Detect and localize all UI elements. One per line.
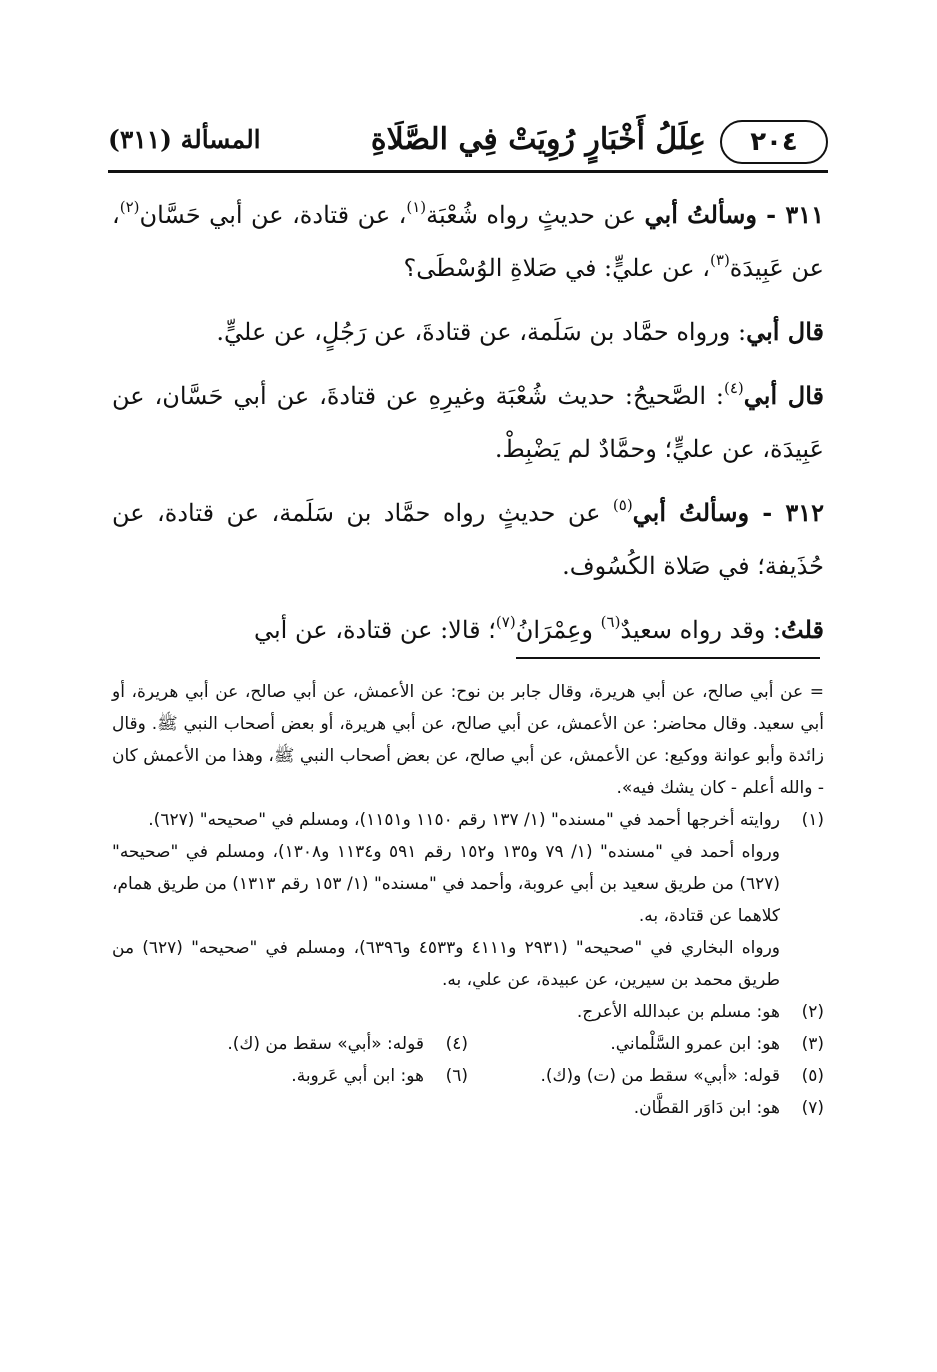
footnote-6 <box>112 1060 468 1092</box>
footnote-text: هو: ابن عمرو السَّلْماني. <box>610 1034 780 1054</box>
text-run: عن حديثٍ رواه شُعْبَة <box>426 201 645 229</box>
page-header <box>108 118 828 168</box>
speaker-lead: قلتُ <box>781 615 824 644</box>
footnote-3 <box>468 1028 824 1060</box>
footnote-row <box>112 1028 824 1060</box>
issue-label: المسألة (٣١١) <box>108 125 261 154</box>
paragraph-abi-1 <box>112 305 824 359</box>
footnote-number: (٢) <box>801 1002 824 1022</box>
footnotes <box>112 676 824 1124</box>
footnote-mark: (١) <box>406 198 427 216</box>
text-run: ، عن عَبِيدَة <box>112 201 824 282</box>
footnote-5 <box>468 1060 824 1092</box>
paragraph-qultu <box>112 603 824 657</box>
text-run: ؛ قالا: عن قتادة، عن أبي <box>254 616 496 644</box>
footnote-mark: (٢) <box>119 198 140 216</box>
text-run: : الصَّحيحُ: حديث شُعْبَة وغيرِهِ عن قتادةَ، عن أبي حَسَّان، عن عَبِيدَة، عن عليٍّ؛ وحمَّادٌ لم يَضْبِطْ. <box>112 382 824 463</box>
speaker-lead: قال أبي <box>746 317 824 346</box>
footnote-mark: (٦) <box>600 613 621 631</box>
text-run: : ورواه حمَّاد بن سَلَمة، عن قتادةَ، عن رَجُلٍ، عن عليٍّ. <box>216 318 747 346</box>
text-run: : وقد رواه سعيدٌ <box>620 616 782 644</box>
footnote-mark: (٧) <box>495 613 516 631</box>
footnote-text: هو: ابن أبي عَروبة. <box>291 1066 424 1086</box>
footnote-number: (٧) <box>801 1098 824 1118</box>
footnote-mark: (٤) <box>724 379 744 397</box>
footnote-text: هو: ابن دَاوَر القطَّان. <box>633 1098 780 1118</box>
footnote-1-text: ورواه أحمد في "مسنده" (١/ ٧٩ و١٣٥ و١٥٢ رقم ٥٩١ و١١٣٤ و١٣٠٨)، ومسلم في "صحيحه" (٦٢٧) من طريق سعيد بن أبي عروبة، وأحمد في "مسنده" (١/ ١٥٣ رقم ١٣١٣) من طريق همام، كلاهما عن قتادة، به. <box>112 842 780 926</box>
text-run: عن حديثٍ رواه حمَّاد بن سَلَمة، عن قتادة، عن حُذَيفة؛ في صَلاة الكُسُوف. <box>112 499 824 580</box>
footnote-mark: (٣) <box>710 251 730 269</box>
paragraph-312 <box>112 486 824 593</box>
text-run: وعِمْرَانُ <box>515 616 601 644</box>
footnote-2 <box>112 996 824 1028</box>
footnote-mark: (٥) <box>612 496 633 514</box>
footnote-number: (٦) <box>445 1066 468 1086</box>
footnote-number: (٤) <box>445 1034 468 1054</box>
footnote-continuation: = عن أبي صالح، عن أبي هريرة، وقال جابر بن نوح: عن الأعمش، عن أبي صالح، عن أبي هريرة، أو أبي سعيد. وقال محاضر: عن الأعمش، عن أبي صالح، عن أبي هريرة، أو بعض أصحاب النبي ﷺ. وقال زائدة وأبو عوانة ووكيع: عن الأعمش، عن أبي صالح، عن بعض أصحاب النبي ﷺ، وهذا من الأعمش كان - والله أعلم - كان يشك فيه». <box>112 682 824 798</box>
question-lead: ٣١٢ - وسألتُ أبي <box>632 498 824 527</box>
footnote-1 <box>112 804 824 836</box>
paragraph-311 <box>112 188 824 295</box>
text-run: ، عن عليٍّ: في صَلاةِ الوُسْطَى؟ <box>403 254 711 282</box>
main-text <box>112 188 824 667</box>
footnote-separator <box>516 657 820 659</box>
footnote-text: قوله: «أبي» سقط من (ت) و(ك). <box>540 1066 780 1086</box>
text-run: ، عن قتادة، عن أبي حَسَّان <box>139 201 407 229</box>
footnote-number: (١) <box>801 810 824 830</box>
footnote-4 <box>112 1028 468 1060</box>
page-number: ٢٠٤ <box>720 120 828 164</box>
question-lead: ٣١١ - وسألتُ أبي <box>644 200 824 229</box>
paragraph-abi-2 <box>112 369 824 476</box>
footnote-number: (٥) <box>801 1066 824 1086</box>
footnote-text: قوله: «أبي» سقط من (ك). <box>227 1034 424 1054</box>
book-title: عِلَلُ أَخْبَارٍ رُوِيَتْ فِي الصَّلَاةِ <box>370 122 706 157</box>
header-rule <box>108 170 828 173</box>
footnote-text: هو: مسلم بن عبدالله الأعرج. <box>576 1002 780 1022</box>
footnote-number: (٣) <box>801 1034 824 1054</box>
footnote-row <box>112 1060 824 1092</box>
footnote-text: روايته أخرجها أحمد في "مسنده" (١/ ١٣٧ رقم ١١٥٠ و١١٥١)، ومسلم في "صحيحه" (٦٢٧). <box>148 810 780 830</box>
speaker-lead: قال أبي <box>743 381 824 410</box>
footnote-1-text: ورواه البخاري في "صحيحه" (٢٩٣١ و٤١١١ و٤٥٣٣ و٦٣٩٦)، ومسلم في "صحيحه" (٦٢٧) من طريق محمد بن سيرين، عن عبيدة، عن علي، به. <box>112 938 780 990</box>
footnote-7 <box>112 1092 824 1124</box>
